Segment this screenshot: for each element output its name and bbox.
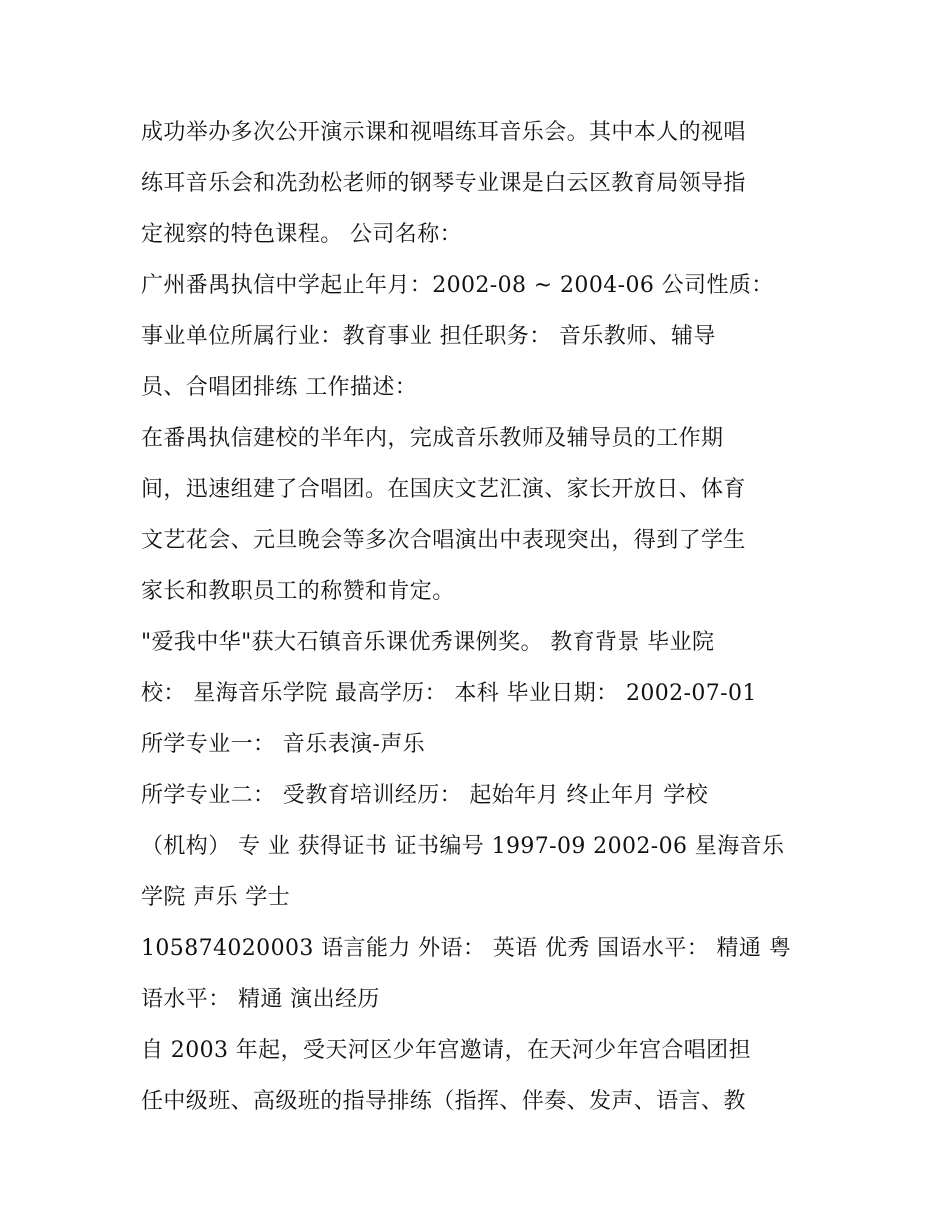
- text-line: 任中级班、高级班的指导排练（指挥、伴奏、发声、语言、教: [141, 1089, 746, 1114]
- text-line: 所学专业二： 受教育培训经历： 起始年月 终止年月 学校: [141, 783, 709, 808]
- text-line: 事业单位所属行业：教育事业 担任职务： 音乐教师、辅导: [141, 324, 716, 349]
- text-line: 语水平： 精通 演出经历: [141, 987, 380, 1012]
- text-line: 所学专业一： 音乐表演-声乐: [141, 732, 426, 757]
- text-line: 文艺花会、元旦晚会等多次合唱演出中表现突出，得到了学生: [141, 528, 746, 553]
- text-line: 校： 星海音乐学院 最高学历： 本科 毕业日期： 2002-07-01: [141, 681, 757, 706]
- text-line: 练耳音乐会和冼劲松老师的钢琴专业课是白云区教育局领导指: [141, 171, 746, 196]
- text-line: 定视察的特色课程。 公司名称：: [141, 222, 462, 247]
- text-line: "爱我中华"获大石镇音乐课优秀课例奖。 教育背景 毕业院: [141, 630, 715, 655]
- text-line: 员、合唱团排练 工作描述：: [141, 375, 418, 400]
- text-line: 间，迅速组建了合唱团。在国庆文艺汇演、家长开放日、体育: [141, 477, 746, 502]
- text-line: 105874020003 语言能力 外语： 英语 优秀 国语水平： 精通 粤: [141, 936, 792, 961]
- text-line: （机构） 专 业 获得证书 证书编号 1997-09 2002-06 星海音乐: [141, 834, 785, 859]
- text-line: 在番禺执信建校的半年内，完成音乐教师及辅导员的工作期: [141, 426, 724, 451]
- text-line: 自 2003 年起，受天河区少年宫邀请，在天河少年宫合唱团担: [141, 1038, 751, 1063]
- document-body: [141, 107, 821, 1127]
- text-line: 学院 声乐 学士: [141, 885, 291, 910]
- text-line: 成功举办多次公开演示课和视唱练耳音乐会。其中本人的视唱: [141, 120, 746, 145]
- text-line: 广州番禺执信中学起止年月：2002-08 ~ 2004-06 公司性质：: [141, 273, 774, 298]
- text-line: 家长和教职员工的称赞和肯定。: [141, 579, 455, 604]
